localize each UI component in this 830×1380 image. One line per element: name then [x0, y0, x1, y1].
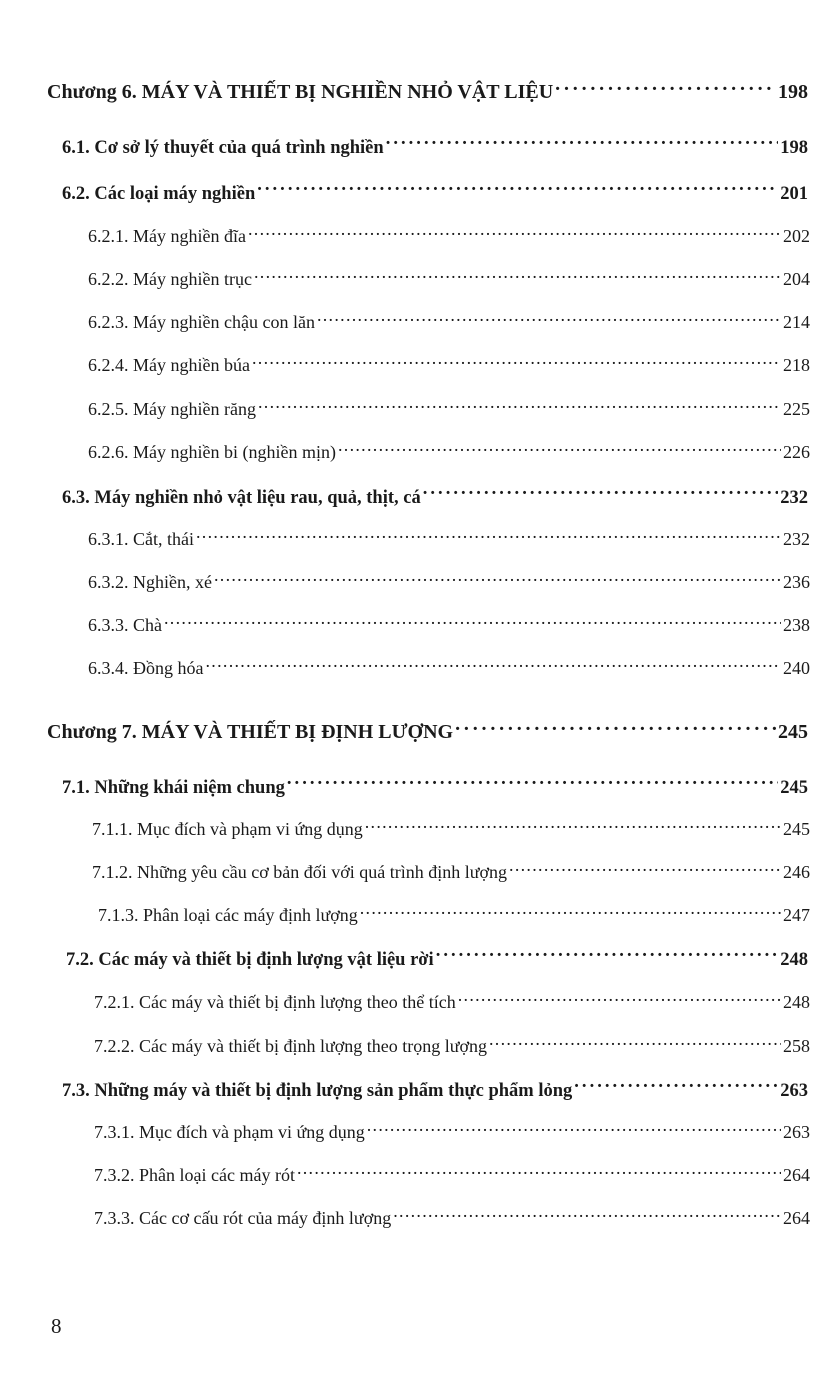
- dot-leader: [254, 267, 781, 285]
- toc-entry-page: 218: [783, 355, 810, 375]
- toc-entry-page: 214: [783, 312, 810, 332]
- toc-entry-title: 6.2.3. Máy nghiền chậu con lăn: [88, 312, 315, 332]
- toc-sub-6-2-5: [88, 397, 810, 420]
- toc-sub-7-2-1: [94, 990, 810, 1013]
- toc-section-6-2: [62, 180, 808, 205]
- toc-entry-page: 245: [783, 819, 810, 839]
- toc-sub-6-3-4: [88, 656, 810, 679]
- dot-leader: [252, 353, 781, 371]
- toc-entry-title: 6.3.1. Cắt, thái: [88, 529, 194, 549]
- toc-entry-page: 263: [783, 1122, 810, 1142]
- toc-section-6-1: [62, 134, 808, 159]
- toc-sub-6-2-2: [88, 267, 810, 290]
- toc-section-7-2: [66, 946, 808, 971]
- toc-entry-title: 6.1. Cơ sở lý thuyết của quá trình nghiền: [62, 137, 384, 158]
- toc-chapter-7: [47, 718, 808, 744]
- dot-leader: [360, 903, 781, 921]
- toc-sub-7-3-1: [94, 1120, 810, 1143]
- toc-section-7-1: [62, 774, 808, 799]
- toc-entry-page: 225: [783, 399, 810, 419]
- toc-entry-title: 6.3. Máy nghiền nhỏ vật liệu rau, quả, thịt, cá: [62, 487, 421, 508]
- toc-sub-6-2-6: [88, 440, 810, 463]
- toc-sub-7-2-2: [94, 1034, 810, 1057]
- dot-leader: [509, 860, 781, 878]
- toc-entry-page: 263: [780, 1080, 808, 1101]
- toc-entry-title: 6.2.5. Máy nghiền răng: [88, 399, 256, 419]
- dot-leader: [458, 990, 781, 1008]
- toc-entry-title: 7.3.2. Phân loại các máy rót: [94, 1165, 295, 1185]
- toc-entry-title: 7.1. Những khái niệm chung: [62, 777, 285, 798]
- toc-entry-page: 202: [783, 226, 810, 246]
- toc-entry-title: 7.1.1. Mục đích và phạm vi ứng dụng: [92, 819, 363, 839]
- dot-leader: [297, 1163, 781, 1181]
- toc-entry-page: 236: [783, 572, 810, 592]
- toc-entry-title: 6.2.2. Máy nghiền trục: [88, 269, 252, 289]
- toc-entry-page: 198: [780, 137, 808, 158]
- dot-leader: [393, 1206, 781, 1224]
- toc-entry-page: 201: [780, 183, 808, 204]
- toc-sub-7-1-3: [98, 903, 810, 926]
- toc-entry-title: 6.2.1. Máy nghiền đĩa: [88, 226, 246, 246]
- dot-leader: [489, 1034, 781, 1052]
- toc-sub-6-2-4: [88, 353, 810, 376]
- toc-entry-page: 248: [780, 949, 808, 970]
- dot-leader: [455, 718, 776, 738]
- toc-entry-page: 247: [783, 905, 810, 925]
- dot-leader: [338, 440, 781, 458]
- toc-entry-page: 226: [783, 442, 810, 462]
- toc-entry-page: 232: [780, 487, 808, 508]
- dot-leader: [248, 224, 781, 242]
- toc-entry-title: 7.3. Những máy và thiết bị định lượng sản phẩm thực phẩm lỏng: [62, 1080, 573, 1101]
- dot-leader: [257, 180, 778, 199]
- toc-entry-page: 238: [783, 615, 810, 635]
- page-number: 8: [51, 1314, 62, 1338]
- toc-entry-title: 7.3.1. Mục đích và phạm vi ứng dụng: [94, 1122, 365, 1142]
- toc-sub-6-3-2: [88, 570, 810, 593]
- toc-sub-6-2-3: [88, 310, 810, 333]
- toc-sub-7-3-3: [94, 1206, 810, 1229]
- dot-leader: [574, 1077, 778, 1096]
- toc-entry-page: 264: [783, 1208, 810, 1228]
- toc-section-6-3: [62, 484, 808, 509]
- toc-entry-page: 204: [783, 269, 810, 289]
- dot-leader: [196, 527, 781, 545]
- toc-chapter-6: [47, 78, 808, 104]
- toc-entry-title: 6.2.6. Máy nghiền bi (nghiền mịn): [88, 442, 336, 462]
- toc-entry-title: 6.3.2. Nghiền, xé: [88, 572, 212, 592]
- dot-leader: [317, 310, 781, 328]
- toc-entry-title: 6.3.3. Chà: [88, 615, 162, 635]
- dot-leader: [206, 656, 782, 674]
- toc-section-7-3: [62, 1077, 808, 1102]
- toc-entry-title: Chương 6. MÁY VÀ THIẾT BỊ NGHIỀN NHỎ VẬT LIỆU: [47, 81, 554, 103]
- dot-leader: [214, 570, 781, 588]
- dot-leader: [287, 774, 778, 793]
- dot-leader: [365, 817, 781, 835]
- toc-entry-page: 232: [783, 529, 810, 549]
- dot-leader: [436, 946, 779, 965]
- toc-entry-page: 258: [783, 1036, 810, 1056]
- dot-leader: [555, 78, 776, 98]
- dot-leader: [423, 484, 779, 503]
- toc-entry-title: 7.2.1. Các máy và thiết bị định lượng theo thể tích: [94, 992, 456, 1012]
- toc-entry-title: 7.3.3. Các cơ cấu rót của máy định lượng: [94, 1208, 392, 1228]
- dot-leader: [258, 397, 781, 415]
- dot-leader: [367, 1120, 781, 1138]
- dot-leader: [164, 613, 781, 631]
- toc-entry-title: 6.2.4. Máy nghiền búa: [88, 355, 250, 375]
- toc-entry-title: 7.2. Các máy và thiết bị định lượng vật liệu rời: [66, 949, 434, 970]
- toc-entry-title: 6.3.4. Đồng hóa: [88, 658, 204, 678]
- dot-leader: [386, 134, 779, 153]
- toc-sub-7-3-2: [94, 1163, 810, 1186]
- toc-sub-6-3-1: [88, 527, 810, 550]
- toc-entry-title: 7.2.2. Các máy và thiết bị định lượng theo trọng lượng: [94, 1036, 487, 1056]
- toc-entry-title: Chương 7. MÁY VÀ THIẾT BỊ ĐỊNH LƯỢNG: [47, 721, 454, 743]
- toc-sub-6-3-3: [88, 613, 810, 636]
- toc-entry-page: 248: [783, 992, 810, 1012]
- toc-entry-page: 246: [783, 862, 810, 882]
- toc-entry-page: 198: [778, 81, 808, 103]
- toc-sub-7-1-1: [92, 817, 810, 840]
- toc-entry-page: 245: [780, 777, 808, 798]
- toc-entry-page: 245: [778, 721, 808, 743]
- toc-entry-title: 6.2. Các loại máy nghiền: [62, 183, 256, 204]
- toc-entry-page: 240: [783, 658, 810, 678]
- toc-entry-title: 7.1.3. Phân loại các máy định lượng: [98, 905, 358, 925]
- toc-entry-page: 264: [783, 1165, 810, 1185]
- toc-sub-6-2-1: [88, 224, 810, 247]
- toc-sub-7-1-2: [92, 860, 810, 883]
- toc-entry-title: 7.1.2. Những yêu cầu cơ bản đối với quá trình định lượng: [92, 862, 508, 882]
